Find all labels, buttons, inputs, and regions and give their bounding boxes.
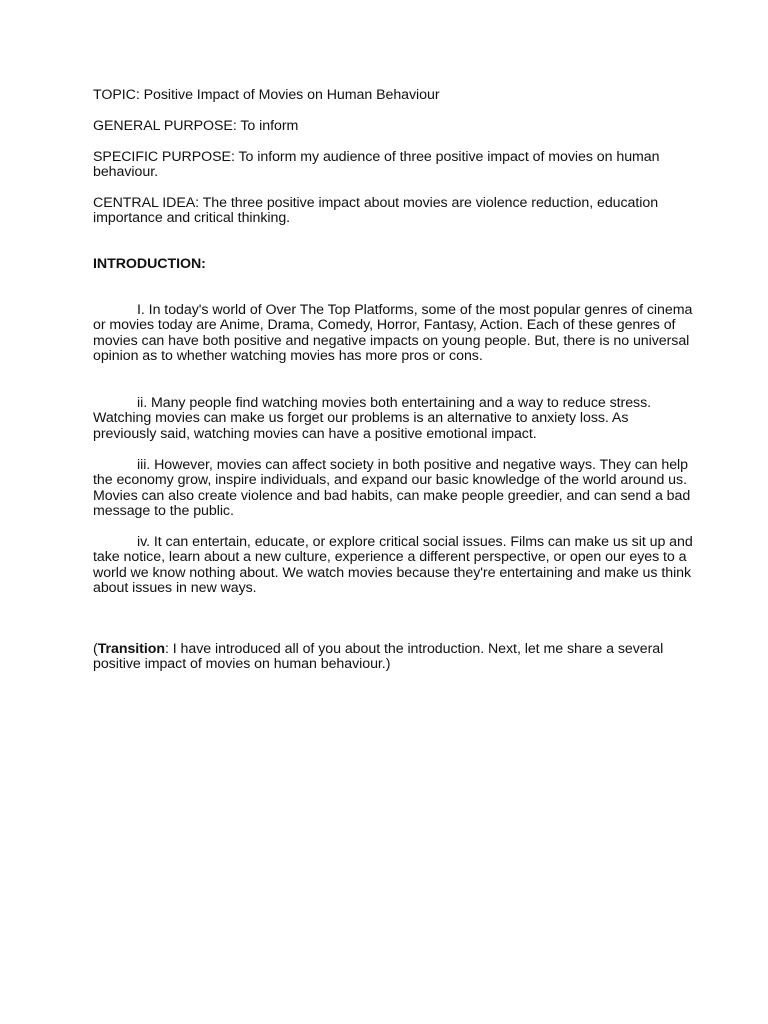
intro-paragraph-1-text: I. In today's world of Over The Top Platforms, some of the most popular genres of cinema or movies today are Anime, Drama, Comedy, Horror, Fantasy, Action. Each of these genres of movies can have both positive and negative impacts on young people. But, there is no universal opinion as to whether watching movies has more pros or cons. (93, 302, 693, 365)
intro-paragraph-2 (93, 396, 693, 442)
central-idea-paragraph: CENTRAL IDEA: The three positive impact about movies are violence reduction, education importance and critical thinking. (93, 195, 659, 227)
intro-paragraph-1 (93, 303, 693, 365)
topic-line: TOPIC: Positive Impact of Movies on Human Behaviour (93, 87, 440, 103)
transition-open-paren: ( (93, 641, 98, 657)
intro-paragraph-2-text: ii. Many people find watching movies both entertaining and a way to reduce stress. Watching movies can make us forget our problems is an alternative to anxiety loss. As previously said, watching movies can have a positive emotional impact. (93, 395, 652, 442)
introduction-heading: INTRODUCTION: (93, 256, 206, 272)
specific-purpose-paragraph: SPECIFIC PURPOSE: To inform my audience of three positive impact of movies on human behaviour. (93, 149, 660, 181)
general-purpose-line: GENERAL PURPOSE: To inform (93, 118, 299, 134)
transition-paragraph (93, 642, 693, 673)
intro-paragraph-4-text: iv. It can entertain, educate, or explore critical social issues. Films can make us sit up and take notice, learn about a new culture, experience a different perspective, or open our eyes to a world we know nothing about. We watch movies because they're entertaining and make us think about issues in new ways. (93, 534, 693, 597)
transition-label: Transition (97, 641, 165, 657)
intro-paragraph-4 (93, 535, 693, 597)
transition-text: : I have introduced all of you about the introduction. Next, let me share a several positive impact of movies on human behaviour.) (93, 641, 664, 673)
intro-paragraph-3 (93, 458, 693, 520)
intro-paragraph-3-text: iii. However, movies can affect society in both positive and negative ways. They can help the economy grow, inspire individuals, and expand our basic knowledge of the world around us. Movies can also create violence and bad habits, can make people greedier, and can send a bad message to the public. (93, 457, 691, 520)
